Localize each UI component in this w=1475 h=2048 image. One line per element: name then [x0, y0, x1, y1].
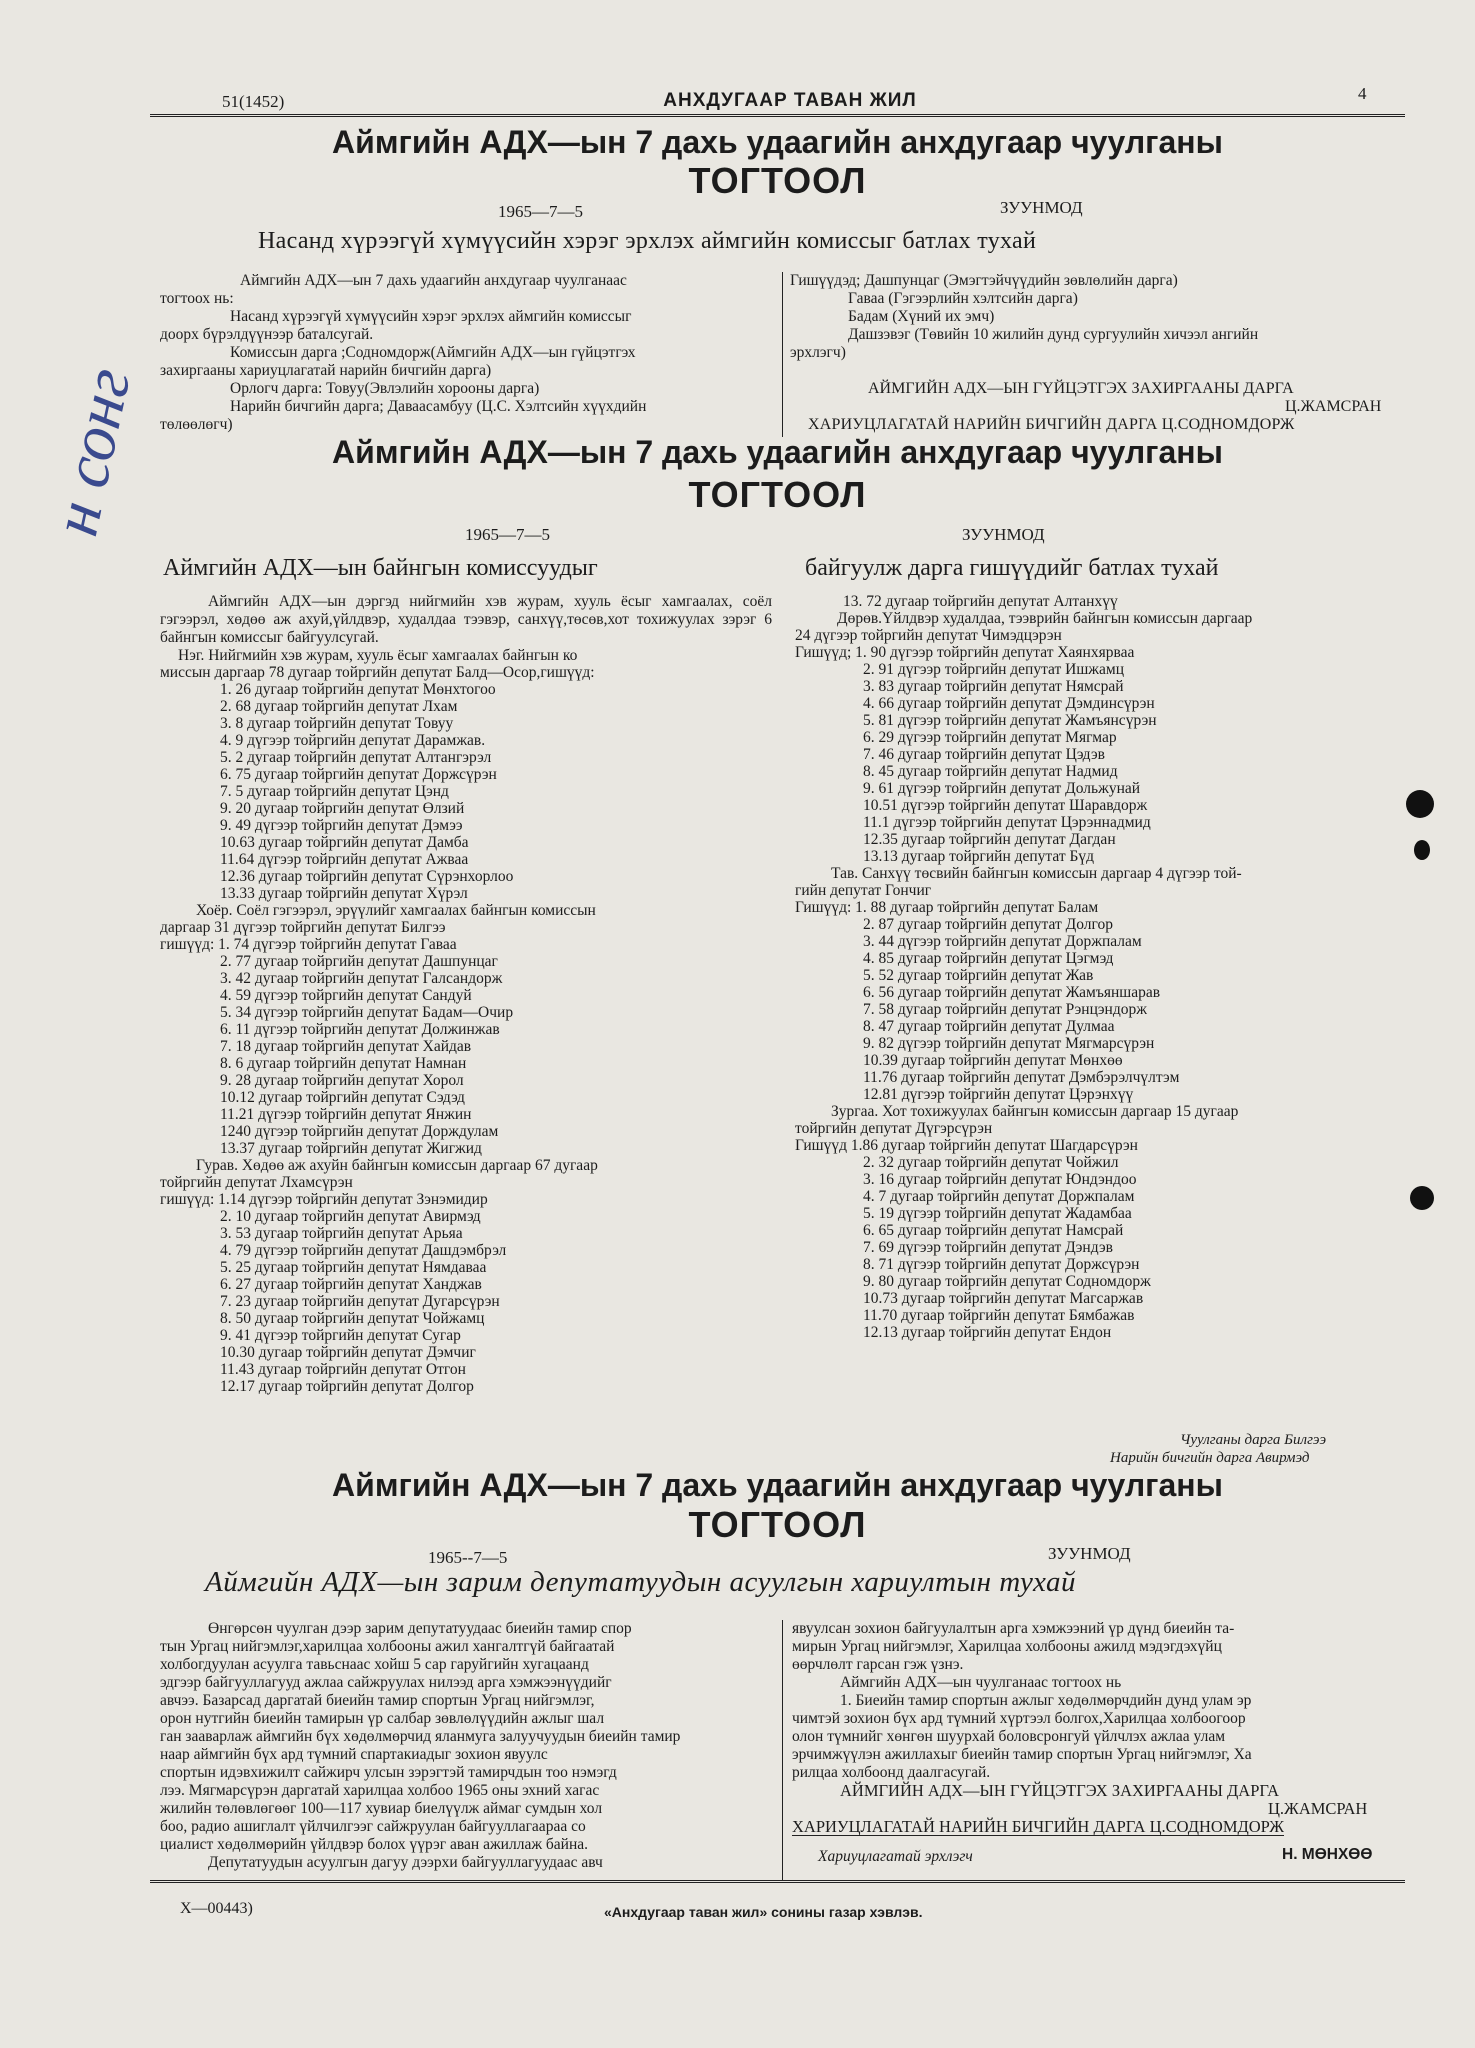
s1-left-line: Насанд хүрээгүй хүмүүсийн хэрэг эрхлэх аймгийн комиссыг: [230, 308, 632, 325]
section3-date: 1965--7—5: [428, 1548, 508, 1567]
section3-column-rule: [782, 1620, 783, 1880]
s1-right-line: Гишүүдэд; Дашпунцаг (Эмэгтэйчүүдийн зөвлөлийн дарга): [790, 272, 1178, 289]
s2-left-line: 5. 2 дугаар тойргийн депутат Алтангэрэл: [220, 749, 492, 766]
s2-right-line: 12.81 дүгээр тойргийн депутат Цэрэнхүү: [863, 1086, 1134, 1103]
s2-right-line: 5. 52 дугаар тойргийн депутат Жав: [863, 967, 1094, 984]
footer-rule: [150, 1880, 1405, 1883]
s2-right-line: 2. 32 дугаар тойргийн депутат Чойжил: [863, 1154, 1119, 1171]
s3-left-line: ган зааварлаж аймгийн бүх хөдөлмөрчид яланмуга залуучуудын биеийн тамир: [160, 1728, 681, 1745]
s2-left-line: 11.43 дугаар тойргийн депутат Отгон: [220, 1361, 466, 1378]
s2-left-line: 13.33 дугаар тойргийн депутат Хүрэл: [220, 885, 468, 902]
s2-left-line: 12.36 дугаар тойргийн депутат Сүрэнхорлоо: [220, 868, 514, 885]
s2-right-line: 13.13 дугаар тойргийн депутат Бүд: [863, 848, 1095, 865]
binder-hole: [1410, 1186, 1434, 1210]
section3-place: ЗУУНМОД: [1048, 1544, 1131, 1563]
section2-heading-togtool: ТОГТООЛ: [688, 474, 867, 515]
section2-signature-secretary: Нарийн бичгийн дарга Авирмэд: [1110, 1450, 1310, 1466]
s1-left-line: доорх бүрэлдүүнээр баталсугай.: [160, 326, 374, 343]
s2-left-line: 3. 42 дугаар тойргийн депутат Галсандорж: [220, 970, 503, 987]
s2-left-line: 10.63 дугаар тойргийн депутат Дамба: [220, 834, 469, 851]
masthead-title: АНХДУГААР ТАВАН ЖИЛ: [663, 90, 917, 111]
s1-right-line: Дашзэвэг (Төвийн 10 жилийн дунд сургуулийн хичээл ангийн: [848, 326, 1259, 343]
s2-right-line: 8. 47 дугаар тойргийн депутат Дулмаа: [863, 1018, 1115, 1035]
s3-left-line: наар аймгийн бүх ард түмний спартакиадыг зохион явуулс: [160, 1746, 548, 1763]
section2-signature-chair: Чуулганы дарга Билгээ: [1180, 1432, 1327, 1448]
s2-left-line: 7. 18 дугаар тойргийн депутат Хайдав: [220, 1038, 472, 1055]
s3-right-line: рилцаа холбоонд даалгасугай.: [792, 1764, 991, 1781]
s2-right-line: 11.70 дугаар тойргийн депутат Бямбажав: [863, 1307, 1135, 1324]
s3-right-line: Аймгийн АДХ—ын чуулганаас тогтоох нь: [840, 1674, 1122, 1691]
s2-left-line: 10.12 дугаар тойргийн депутат Сэдэд: [220, 1089, 465, 1106]
s2-right-line: 9. 80 дугаар тойргийн депутат Содномдорж: [863, 1273, 1151, 1290]
section1-column-rule: [782, 272, 783, 437]
s2-right-line: 4. 7 дугаар тойргийн депутат Доржпалам: [863, 1188, 1135, 1205]
s2-right-line: 6. 29 дүгээр тойргийн депутат Мягмар: [863, 729, 1117, 746]
s2-left-line: 1240 дүгээр тойргийн депутат Дорждулам: [220, 1123, 499, 1140]
s3-right-line: 1. Биеийн тамир спортын ажлыг хөдөлмөрчдийн дунд улам эр: [840, 1692, 1252, 1709]
s3-left-line: Депутатуудын асуулгын дагуу дээрхи байгууллагуудаас авч: [208, 1854, 603, 1871]
s2-right-line: 3. 83 дугаар тойргийн депутат Нямсрай: [863, 678, 1124, 695]
s2-left-line: Гурав. Хөдөө аж ахуйн байнгын комиссын даргаар 67 дугаар: [196, 1157, 598, 1174]
s2-right-line: тойргийн депутат Дүгэрсүрэн: [795, 1120, 993, 1137]
section2-subtitle-left: Аймгийн АДХ—ын байнгын комиссуудыг: [163, 555, 598, 581]
s2-left-line: 10.30 дугаар тойргийн депутат Дэмчиг: [220, 1344, 476, 1361]
s2-left-line: 2. 10 дугаар тойргийн депутат Авирмэд: [220, 1208, 481, 1225]
editor-label: Хариуцлагатай эрхлэгч: [818, 1848, 973, 1865]
s2-left-line: гишүүд: 1. 74 дүгээр тойргийн депутат Гаваа: [160, 936, 457, 953]
s2-right-line: 4. 66 дугаар тойргийн депутат Дэмдинсүрэн: [863, 695, 1155, 712]
s1-left-line: Аймгийн АДХ—ын 7 дахь удаагийн анхдугаар чуулганаас: [240, 272, 627, 289]
s2-left-line: 2. 77 дугаар тойргийн депутат Дашпунцаг: [220, 953, 498, 970]
issue-number: 51(1452): [222, 92, 285, 111]
s3-right-line: эрчимжүүлэн ажиллахыг биеийн тамир спортын Ургац нийгэмлэг, Ха: [792, 1746, 1252, 1763]
s2-right-line: 4. 85 дугаар тойргийн депутат Цэгмэд: [863, 950, 1114, 967]
s2-left-line: 6. 27 дугаар тойргийн депутат Ханджав: [220, 1276, 482, 1293]
section1-heading-tогтоол: ТОГТООЛ: [688, 160, 867, 201]
editor-name: Н. МӨНХӨӨ: [1282, 1846, 1373, 1863]
footer-printer: «Анхдугаар таван жил» сонины газар хэвлэв.: [604, 1904, 923, 1920]
section1-signature-name: Ц.ЖАМСРАН: [1285, 398, 1382, 415]
s2-right-line: 8. 45 дугаар тойргийн депутат Надмид: [863, 763, 1118, 780]
s2-left-line: 4. 79 дүгээр тойргийн депутат Дашдэмбрэл: [220, 1242, 507, 1259]
s3-left-line: жилийн төлөвлөгөөг 100—117 хувиар биелүүлж аймаг сумдын хол: [160, 1800, 603, 1817]
s2-right-line: Дөрөв.Үйлдвэр худалдаа, тээврийн байнгын комиссын даргаар: [837, 610, 1253, 627]
s2-left-line: Нэг. Нийгмийн хэв журам, хууль ёсыг хамгаалах байнгын ко: [178, 647, 578, 664]
s3-left-line: циалист хөдөлмөрийн үйлдвэр болох үүрэг аван ажиллаж байна.: [160, 1836, 589, 1853]
s2-right-line: 7. 58 дугаар тойргийн депутат Рэнцэндорж: [863, 1001, 1147, 1018]
s2-left-line: даргаар 31 дүгээр тойргийн депутат Билгээ: [160, 919, 446, 936]
s3-left-line: холбогдуулан асуулга тавьснаас хойш 5 сар гаруйгийн хугацаанд: [160, 1656, 589, 1673]
s2-right-line: 6. 65 дугаар тойргийн депутат Намсрай: [863, 1222, 1124, 1239]
s2-right-line: 10.73 дугаар тойргийн депутат Магсаржав: [863, 1290, 1144, 1307]
s3-left-line: Өнгөрсөн чуулган дээр зарим депутатуудаас биеийн тамир спор: [208, 1620, 632, 1637]
s2-left-line: 9. 41 дүгээр тойргийн депутат Сугар: [220, 1327, 461, 1344]
s3-left-line: тын Ургац нийгэмлэг,харилцаа холбооны ажил хангалтгүй байгаатай: [160, 1638, 615, 1655]
s2-left-line: 11.64 дүгээр тойргийн депутат Ажваа: [220, 851, 469, 868]
s2-left-line: 3. 53 дугаар тойргийн депутат Арьяа: [220, 1225, 463, 1242]
masthead-rule: [150, 114, 1405, 117]
s2-left-line: 11.21 дүгээр тойргийн депутат Янжин: [220, 1106, 472, 1123]
s2-left-line: 5. 25 дугаар тойргийн депутат Нямдаваа: [220, 1259, 487, 1276]
section1-signature-secretary: ХАРИУЦЛАГАТАЙ НАРИЙН БИЧГИЙН ДАРГА Ц.СОДНОМДОРЖ: [808, 416, 1295, 433]
s3-right-line: чимтэй зохион бүх ард түмний хүртээл болгох,Харилцаа холбоогоор: [792, 1710, 1246, 1727]
handwritten-note: н сонг: [38, 361, 145, 542]
s1-left-line: Комиссын дарга ;Содномдорж(Аймгийн АДХ—ын гүйцэтгэх: [230, 344, 636, 361]
s2-right-line: 9. 82 дүгээр тойргийн депутат Мягмарсүрэн: [863, 1035, 1155, 1052]
s2-left-line: 9. 20 дугаар тойргийн депутат Өлзий: [220, 800, 465, 817]
s1-right-line: эрхлэгч): [790, 344, 846, 361]
section2-intro: Аймгийн АДХ—ын дэргэд нийгмийн хэв журам, хууль ёсыг хамгаалах, соёл гэгээрэл, хөдөө аж ахуй,үйлдвэр, худалдаа тээвэр, санхүү,төсөв,хот тохижуулах зэрэг 6 байнгын комиссыг байгуулсугай.: [160, 593, 772, 646]
s2-left-line: 5. 34 дүгээр тойргийн депутат Бадам—Очир: [220, 1004, 514, 1021]
s2-left-line: 12.17 дугаар тойргийн депутат Долгор: [220, 1378, 474, 1395]
s2-left-line: тойргийн депутат Лхамсүрэн: [160, 1174, 353, 1191]
s2-right-line: Гишүүд; 1. 90 дүгээр тойргийн депутат Хаянхярваа: [795, 644, 1135, 661]
s2-right-line: 5. 19 дүгээр тойргийн депутат Жадамбаа: [863, 1205, 1132, 1222]
s2-right-line: 3. 44 дүгээр тойргийн депутат Доржпалам: [863, 933, 1142, 950]
section3-heading-togtool: ТОГТООЛ: [688, 1504, 867, 1545]
s2-left-line: 8. 6 дугаар тойргийн депутат Намнан: [220, 1055, 467, 1072]
binder-hole: [1406, 790, 1434, 818]
s2-left-line: 1. 26 дугаар тойргийн депутат Мөнхтогоо: [220, 681, 496, 698]
s2-right-line: Тав. Санхүү төсвийн байнгын комиссын даргаар 4 дүгээр той-: [831, 865, 1242, 882]
s2-right-line: 5. 81 дүгээр тойргийн депутат Жамъянсүрэн: [863, 712, 1157, 729]
s2-right-line: 2. 91 дүгээр тойргийн депутат Ишжамц: [863, 661, 1125, 678]
s2-right-line: 7. 46 дугаар тойргийн депутат Цэдэв: [863, 746, 1105, 763]
section3-heading: Аймгийн АДХ—ын 7 дахь удаагийн анхдугаар чуулганы: [332, 1467, 1223, 1503]
s1-left-line: Орлогч дарга: Товуу(Эвлэлийн хорооны дарга): [230, 380, 540, 397]
s3-left-line: спортын идэвхижилт сайжирч улсын зэрэгтэй тамирчдын тоо нэмэгд: [160, 1764, 617, 1781]
section3-signature-name: Ц.ЖАМСРАН: [1268, 1799, 1368, 1818]
s1-left-line: төлөөлөгч): [160, 416, 233, 433]
s1-right-line: Гаваа (Гэгээрлийн хэлтсийн дарга): [848, 290, 1078, 307]
s2-left-line: 7. 5 дугаар тойргийн депутат Цэнд: [220, 783, 449, 800]
section2-subtitle-right: байгуулж дарга гишүүдийг батлах тухай: [805, 555, 1219, 581]
s2-right-line: Зургаа. Хот тохижуулах байнгын комиссын даргаар 15 дугаар: [831, 1103, 1239, 1120]
section1-date: 1965—7—5: [498, 202, 583, 221]
s2-left-line: 9. 49 дүгээр тойргийн депутат Дэмээ: [220, 817, 463, 834]
s2-left-line: 9. 28 дугаар тойргийн депутат Хорол: [220, 1072, 464, 1089]
s2-right-line: гийн депутат Гончиг: [795, 882, 932, 899]
s2-right-line: 24 дүгээр тойргийн депутат Чимэдцэрэн: [795, 627, 1062, 644]
section3-signature-secretary: ХАРИУЦЛАГАТАЙ НАРИЙН БИЧГИЙН ДАРГА Ц.СОДНОМДОРЖ: [792, 1817, 1285, 1836]
s2-left-line: Хоёр. Соёл гэгээрэл, эрүүлийг хамгаалах байнгын комиссын: [196, 902, 596, 919]
s2-right-line: 9. 61 дүгээр тойргийн депутат Дольжунай: [863, 780, 1141, 797]
section3-signature-title: АЙМГИЙН АДХ—ЫН ГҮЙЦЭТГЭХ ЗАХИРГААНЫ ДАРГА: [840, 1781, 1280, 1800]
s2-right-line: 6. 56 дугаар тойргийн депутат Жамъяншарав: [863, 984, 1161, 1001]
s3-left-line: орон нутгийн биеийн тамирын үр салбар зөвлөлүүдийн ажлыг шал: [160, 1710, 605, 1727]
section2-place: ЗУУНМОД: [962, 525, 1045, 544]
s2-right-line: Гишүүд: 1. 88 дугаар тойргийн депутат Балам: [795, 899, 1099, 916]
s2-right-line: 8. 71 дүгээр тойргийн депутат Доржсүрэн: [863, 1256, 1140, 1273]
s1-left-line: тогтоох нь:: [160, 290, 234, 307]
binder-hole: [1414, 840, 1430, 860]
s3-right-line: өөрчлөлт гарсан гэж үзнэ.: [792, 1656, 964, 1673]
s2-left-line: 7. 23 дугаар тойргийн депутат Дугарсүрэн: [220, 1293, 500, 1310]
s1-right-line: Бадам (Хүний их эмч): [848, 308, 995, 325]
s2-right-line: 11.1 дүгээр тойргийн депутат Цэрэннадмид: [863, 814, 1151, 831]
s2-right-line: 7. 69 дүгээр тойргийн депутат Дэндэв: [863, 1239, 1113, 1256]
s2-left-line: 8. 50 дугаар тойргийн депутат Чойжамц: [220, 1310, 485, 1327]
s2-right-line: 10.51 дүгээр тойргийн депутат Шаравдорж: [863, 797, 1148, 814]
s3-left-line: лээ. Мягмарсүрэн даргатай харилцаа холбоо 1965 оны эхний хагас: [160, 1782, 600, 1799]
section1-subtitle: Насанд хүрээгүй хүмүүсийн хэрэг эрхлэх аймгийн комиссыг батлах тухай: [258, 228, 1037, 254]
s2-right-line: Гишүүд 1.86 дугаар тойргийн депутат Шагдарсүрэн: [795, 1137, 1138, 1154]
section3-subtitle: Аймгийн АДХ—ын зарим депутатуудын асуулгын хариултын тухай: [205, 1566, 1077, 1598]
s3-right-line: явуулсан зохион байгуулалтын арга хэмжээний үр дүнд биеийн та-: [792, 1620, 1235, 1637]
section2-heading: Аймгийн АДХ—ын 7 дахь удаагийн анхдугаар чуулганы: [332, 434, 1223, 470]
s3-left-line: боо, радио ашиглалт үйлчилгээг сайжруулан байгууллагаараа со: [160, 1818, 586, 1835]
s2-right-line: 3. 16 дугаар тойргийн депутат Юндэндоо: [863, 1171, 1137, 1188]
s2-right-line: 10.39 дугаар тойргийн депутат Мөнхөө: [863, 1052, 1123, 1069]
s2-left-line: 4. 9 дүгээр тойргийн депутат Дарамжав.: [220, 732, 486, 749]
s2-left-line: миссын даргаар 78 дугаар тойргийн депутат Балд—Осор,гишүүд:: [160, 664, 595, 681]
s3-right-line: олон түмнийг хөнгөн шуурхай боловсронгуй үйлчлэх ажлаа улам: [792, 1728, 1226, 1745]
s1-left-line: захиргааны хариуцлагатай нарийн бичгийн дарга): [160, 362, 492, 379]
section1-place: ЗУУНМОД: [1000, 198, 1083, 217]
s2-right-line: 12.35 дугаар тойргийн депутат Дагдан: [863, 831, 1116, 848]
s2-left-line: 6. 11 дүгээр тойргийн депутат Должинжав: [220, 1021, 500, 1038]
s2-left-line: 2. 68 дугаар тойргийн депутат Лхам: [220, 698, 458, 715]
section2-date: 1965—7—5: [465, 525, 550, 544]
s3-left-line: авчээ. Базарсад даргатай биеийн тамир спортын Ургац нийгэмлэг,: [160, 1692, 595, 1709]
s2-left-line: 4. 59 дүгээр тойргийн депутат Сандуй: [220, 987, 472, 1004]
s2-left-line: 3. 8 дугаар тойргийн депутат Товуу: [220, 715, 454, 732]
page-number: 4: [1358, 84, 1367, 103]
s2-right-line: 2. 87 дугаар тойргийн депутат Долгор: [863, 916, 1113, 933]
s3-left-line: эдгээр байгууллагууд ажлаа сайжруулах нилээд арга хэмжээнүүдийг: [160, 1674, 612, 1691]
s2-left-line: гишүүд: 1.14 дүгээр тойргийн депутат Зэнэмидир: [160, 1191, 488, 1208]
section1-signature-title: АЙМГИЙН АДХ—ЫН ГҮЙЦЭТГЭХ ЗАХИРГААНЫ ДАРГА: [868, 380, 1294, 397]
s2-right-line: 13. 72 дугаар тойргийн депутат Алтанхүү: [843, 593, 1118, 610]
footer-code: Х—00443): [180, 1900, 253, 1917]
s2-left-line: 13.37 дугаар тойргийн депутат Жигжид: [220, 1140, 482, 1157]
s2-left-line: 6. 75 дугаар тойргийн депутат Доржсүрэн: [220, 766, 497, 783]
s1-left-line: Нарийн бичгийн дарга; Даваасамбуу (Ц.С. Хэлтсийн хүүхдийн: [230, 398, 647, 415]
s2-right-line: 12.13 дугаар тойргийн депутат Ендон: [863, 1324, 1112, 1341]
section1-heading: Аймгийн АДХ—ын 7 дахь удаагийн анхдугаар чуулганы: [332, 124, 1223, 160]
s2-right-line: 11.76 дугаар тойргийн депутат Дэмбэрэлчүлтэм: [863, 1069, 1180, 1086]
s3-right-line: мирын Ургац нийгэмлэг, Харилцаа холбооны ажилд мэдэгдэхүйц: [792, 1638, 1222, 1655]
